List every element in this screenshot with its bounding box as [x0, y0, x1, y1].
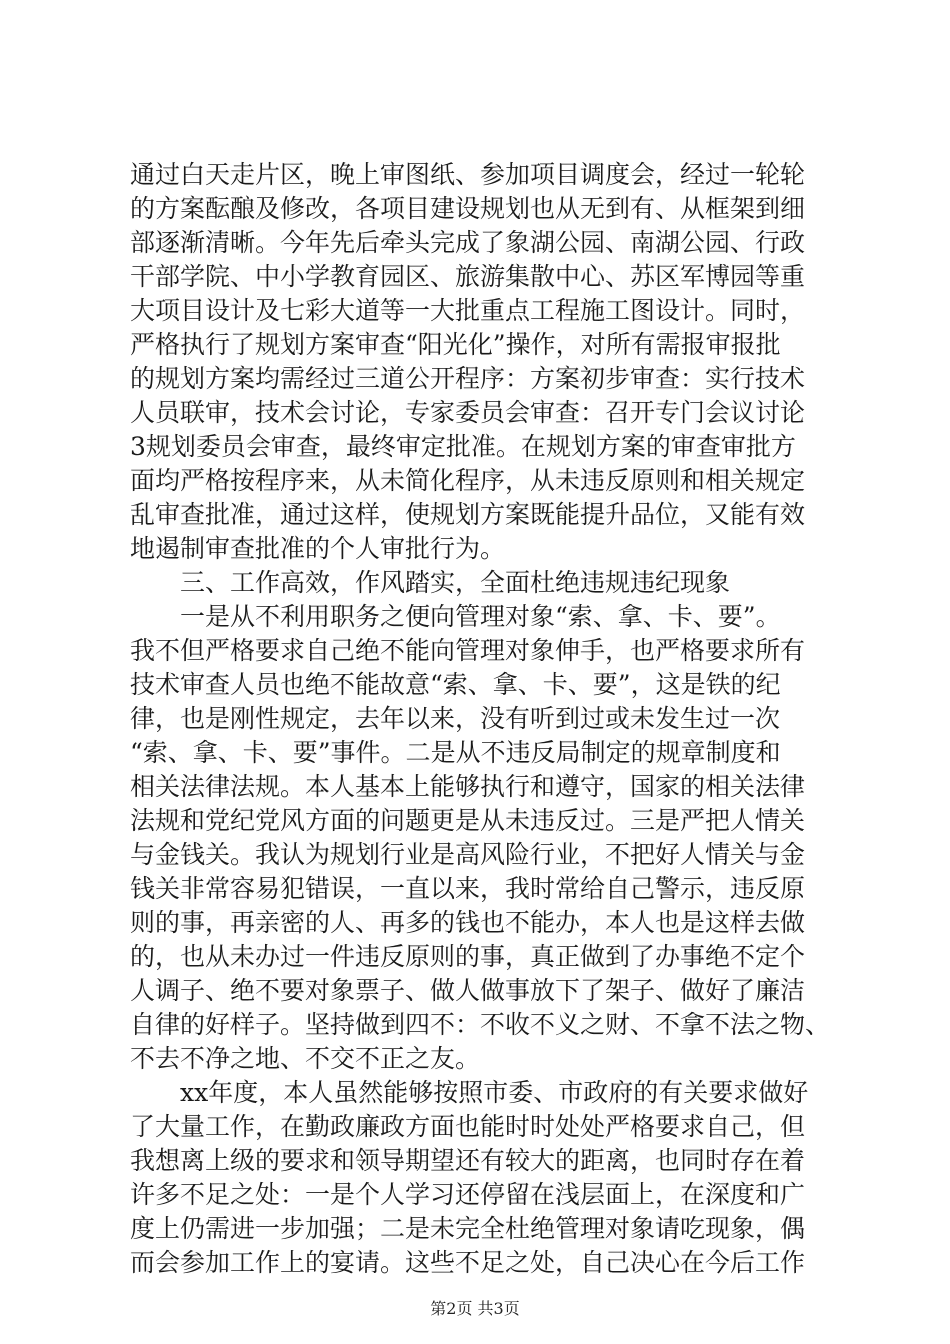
text-line: xx年度，本人虽然能够按照市委、市政府的有关要求做好 — [130, 1078, 809, 1107]
section-heading: 三、工作高效，作风踏实，全面杜绝违规违纪现象 — [130, 568, 731, 597]
text-line: 乱审查批准，通过这样，使规划方案既能提升品位，又能有效 — [130, 500, 806, 529]
text-line: 通过白天走片区，晚上审图纸、参加项目调度会，经过一轮轮 — [130, 160, 806, 189]
text-line: 干部学院、中小学教育园区、旅游集散中心、苏区军博园等重 — [130, 262, 806, 291]
page-number-footer: 第2页 共3页 — [430, 1299, 520, 1318]
text-line: 面均严格按程序来，从未简化程序，从未违反原则和相关规定 — [130, 466, 806, 495]
text-line: 部逐渐清晰。今年先后牵头完成了象湖公园、南湖公园、行政 — [130, 228, 806, 257]
text-line: 大项目设计及七彩大道等一大批重点工程施工图设计。同时， — [130, 296, 806, 325]
text-line: 严格执行了规划方案审查“阳光化”操作，对所有需报审报批 — [130, 330, 781, 359]
text-line: 而会参加工作上的宴请。这些不足之处，自己决心在今后工作 — [130, 1248, 806, 1277]
text-line: 相关法律法规。本人基本上能够执行和遵守，国家的相关法律 — [130, 772, 806, 801]
text-line: 人调子、绝不要对象票子、做人做事放下了架子、做好了廉洁 — [130, 976, 806, 1005]
text-line: 与金钱关。我认为规划行业是高风险行业，不把好人情关与金 — [130, 840, 806, 869]
text-line: 自律的好样子。坚持做到四不：不收不义之财、不拿不法之物、 — [130, 1010, 831, 1039]
text-line: 律，也是刚性规定，去年以来，没有听到过或未发生过一次 — [130, 704, 781, 733]
text-line: 地遏制审查批准的个人审批行为。 — [130, 534, 506, 563]
text-line: 的，也从未办过一件违反原则的事，真正做到了办事绝不定个 — [130, 942, 806, 971]
text-line: “索、拿、卡、要”事件。二是从不违反局制定的规章制度和 — [130, 738, 781, 767]
text-line: 3规划委员会审查，最终审定批准。在规划方案的审查审批方 — [130, 432, 796, 461]
text-line: 人员联审，技术会讨论，专家委员会审查：召开专门会议讨论 — [130, 398, 806, 427]
text-line: 的方案酝酿及修改，各项目建设规划也从无到有、从框架到细 — [130, 194, 806, 223]
text-line: 度上仍需进一步加强；二是未完全杜绝管理对象请吃现象，偶 — [130, 1214, 806, 1243]
text-line: 法规和党纪党风方面的问题更是从未违反过。三是严把人情关 — [130, 806, 806, 835]
text-line: 一是从不利用职务之便向管理对象“索、拿、卡、要”。 — [130, 602, 781, 631]
text-line: 则的事，再亲密的人、再多的钱也不能办，本人也是这样去做 — [130, 908, 806, 937]
text-line: 许多不足之处：一是个人学习还停留在浅层面上，在深度和广 — [130, 1180, 806, 1209]
text-line: 技术审查人员也绝不能故意“索、拿、卡、要”，这是铁的纪 — [130, 670, 781, 699]
text-line: 我想离上级的要求和领导期望还有较大的距离，也同时存在着 — [130, 1146, 806, 1175]
text-line: 我不但严格要求自己绝不能向管理对象伸手，也严格要求所有 — [130, 636, 806, 665]
text-line: 了大量工作，在勤政廉政方面也能时时处处严格要求自己，但 — [130, 1112, 806, 1141]
text-line: 不去不净之地、不交不正之友。 — [130, 1044, 481, 1073]
text-line: 的规划方案均需经过三道公开程序：方案初步审查：实行技术 — [130, 364, 806, 393]
text-line: 钱关非常容易犯错误，一直以来，我时常给自己警示，违反原 — [130, 874, 806, 903]
